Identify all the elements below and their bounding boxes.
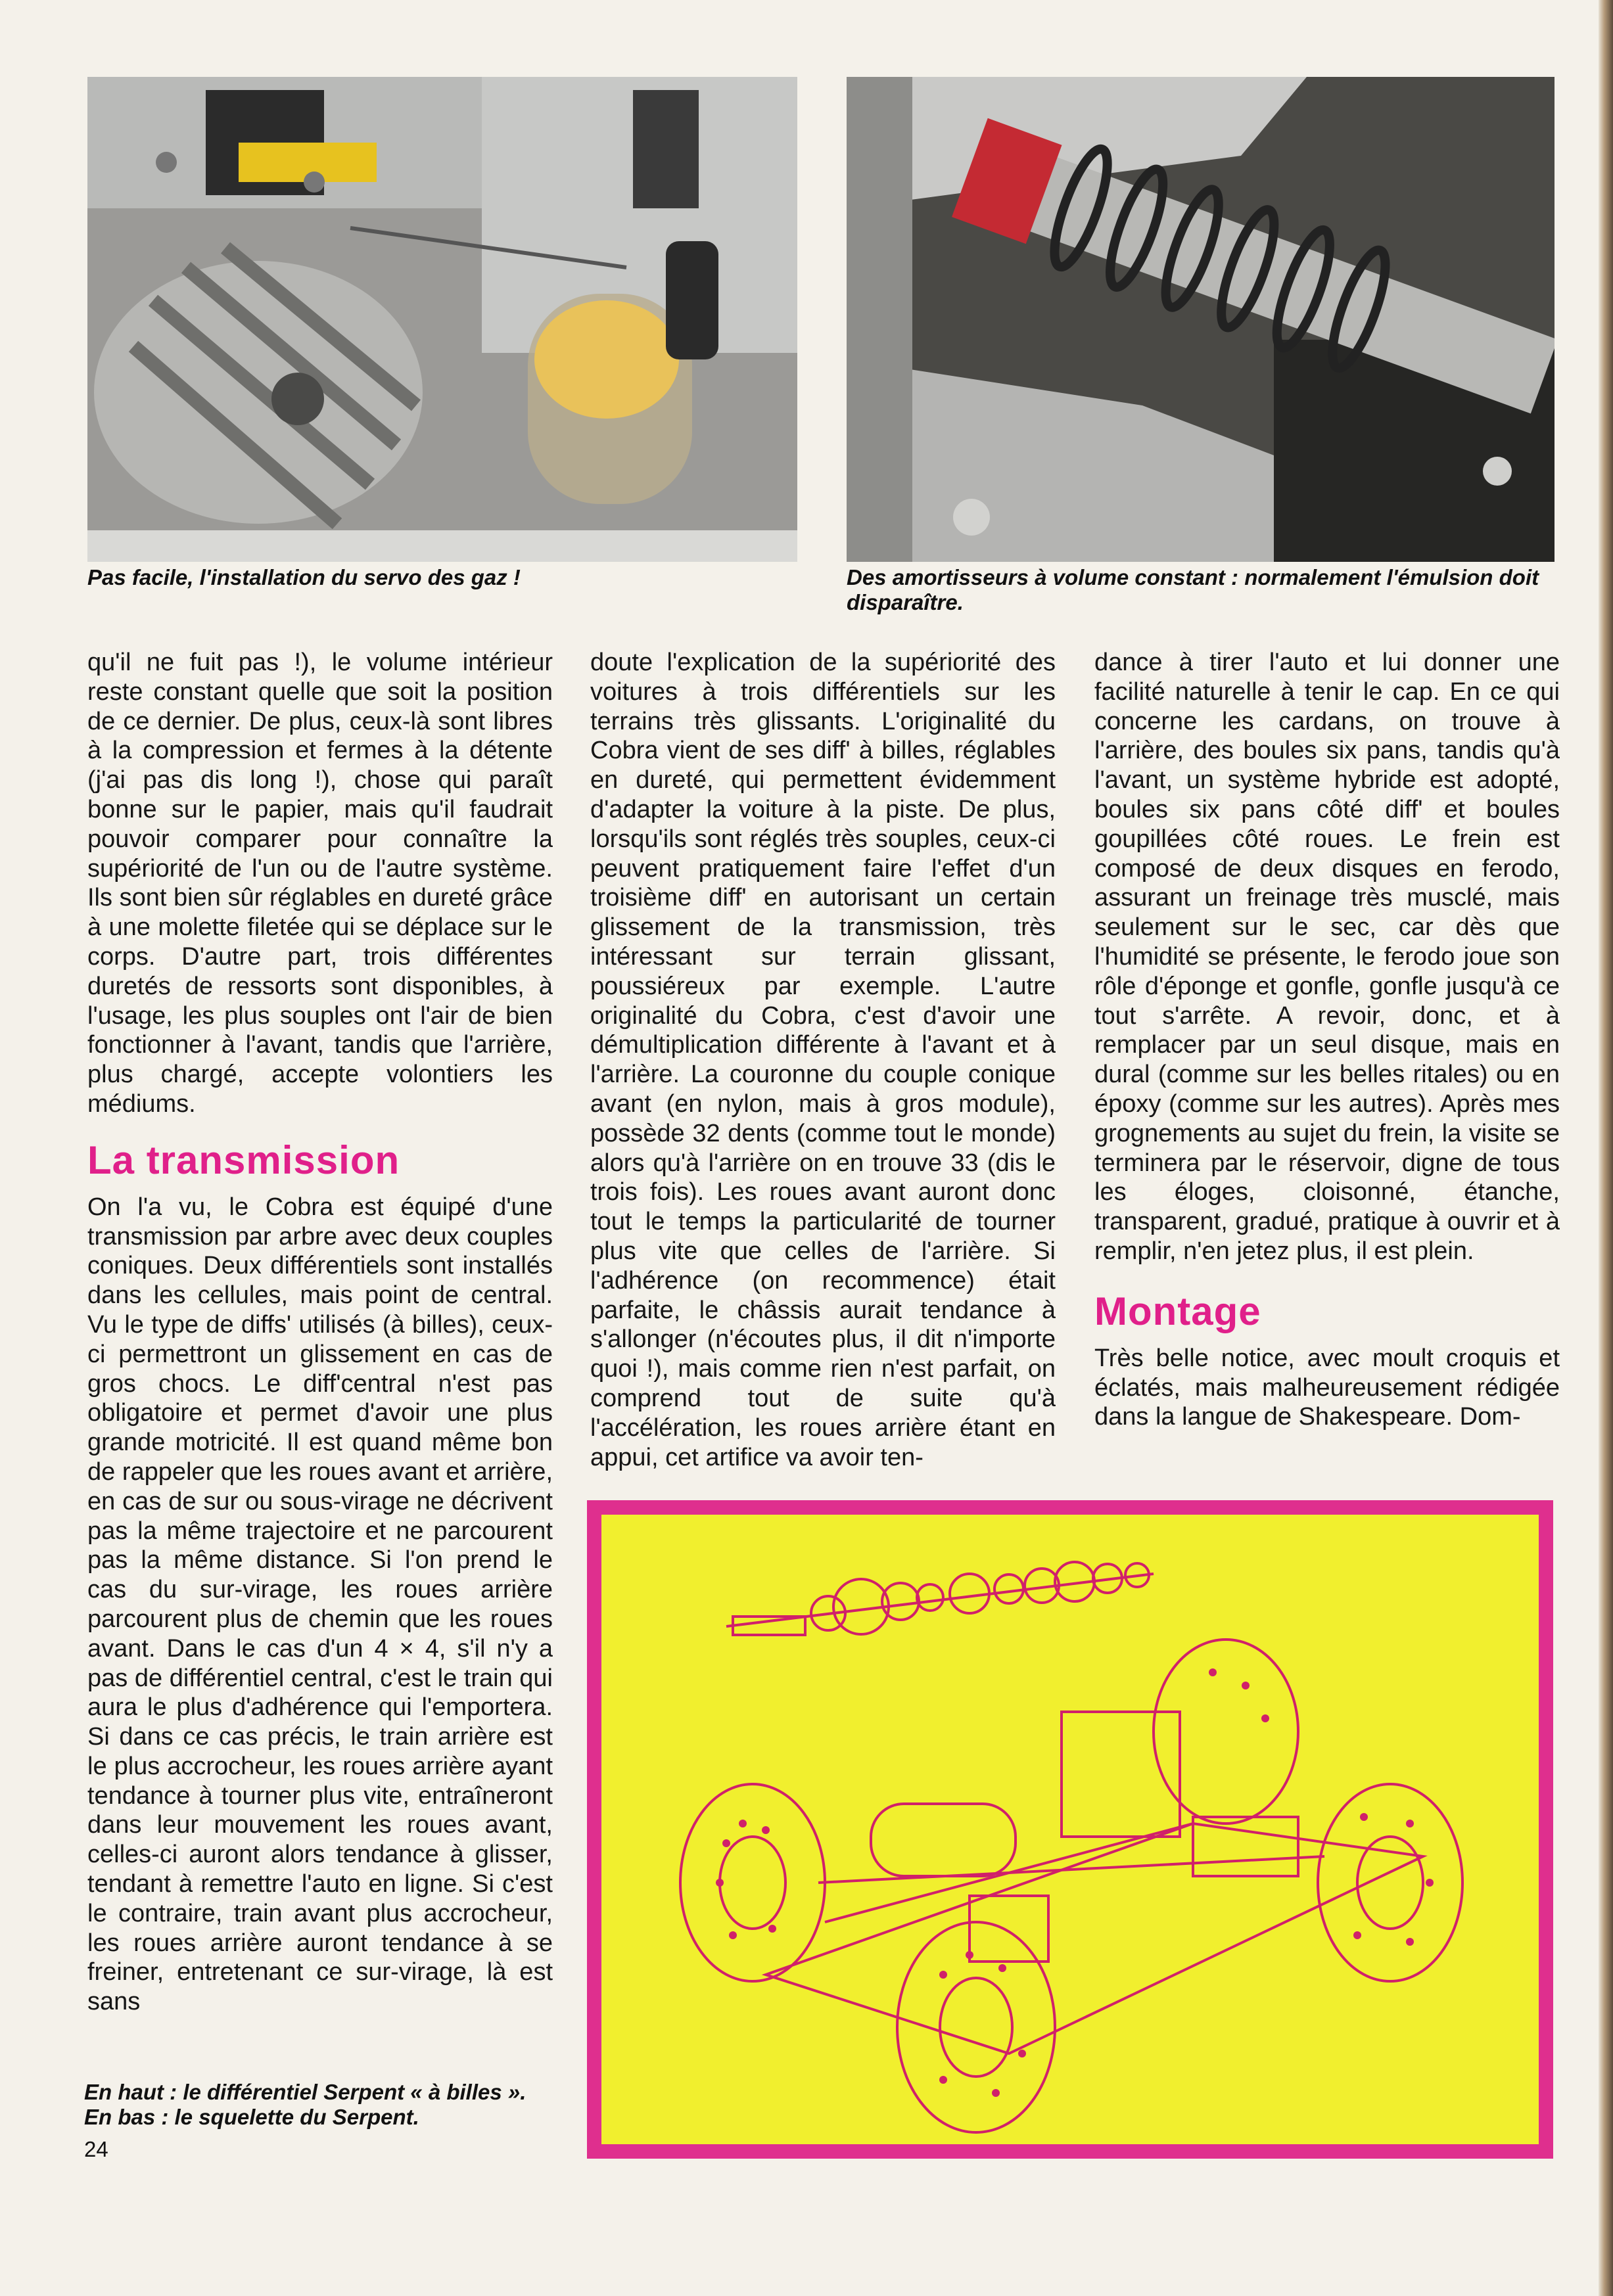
column3-body2: Très belle notice, avec moult croquis et éclatés, mais malheureusement rédigée dans la langue de Shakespeare. Dom-	[1094, 1344, 1560, 1431]
page-number: 24	[84, 2137, 108, 2161]
serpent-chassis-diagram	[601, 1515, 1539, 2144]
photo-caption-left: Pas facile, l'installation du servo des gaz !	[87, 565, 521, 589]
diagram-caption	[84, 2080, 571, 2130]
section-heading-montage: Montage	[1094, 1289, 1261, 1333]
chassis-diagram-frame	[587, 1500, 1553, 2159]
article-column-3	[1094, 648, 1560, 1432]
section-heading-transmission: La transmission	[87, 1137, 400, 1182]
article-column-1	[87, 648, 553, 2017]
shock-absorber-photo	[847, 77, 1555, 562]
column1-body: On l'a vu, le Cobra est équipé d'une transmission par arbre avec deux couples coniques. Deux différentiels sont installés dans les cellules, mais point de central. Vu le type de diffs' utilisés (à billes), ceux-ci permettront un glissement en cas de gros chocs. Le diff'central n'est pas obligatoire et permet d'avoir une plus grande motricité. Il est quand même bon de rappeler que les roues avant et arrière, en cas de sur ou sous-virage ne décrivent pas la même trajectoire et ne parcourent pas la même distance. Si l'on prend le cas du sur-virage, les roues arrière parcourent plus de chemin que les roues avant. Dans le cas d'un 4 × 4, s'il n'y a pas de différentiel central, c'est le train qui aura le plus d'adhérence qui l'emportera. Si dans ce cas précis, le train arrière est le plus accrocheur, les roues arrière ayant tendance à tourner plus vite, entraîneront dans leur mouvement les roues avant, celles-ci auront alors tendance à glisser, tendant à remettre l'auto en ligne. Si c'est le contraire, train avant plus accrocheur, les roues arrière auront tendance à se freiner, entretenant ce sur-virage, là est sans	[87, 1193, 553, 2016]
article-column-2	[590, 648, 1056, 1472]
column3-body: dance à tirer l'auto et lui donner une facilité naturelle à tenir le cap. En ce qui concerne les cardans, on trouve à l'arrière, des boules six pans, tandis qu'à l'avant, un système hybride est adopté, boules six pans côté diff' et boules goupillées côté roues. Le frein est composé de deux disques en ferodo, assurant un freinage très musclé, mais seulement sur le sec, car dès que l'humidité se présente, le ferodo joue son rôle d'éponge et gonfle, gonfle jusqu'à ce tout s'arrête. A revoir, donc, et à remplacer par un seul disque, mais en dural (comme sur les belles ritales) ou en époxy (comme sur les autres). Après mes grognements au sujet du frein, la visite se terminera par le réservoir, digne de tous les éloges, cloisonné, étanche, transparent, gradué, pratique à ouvrir et à remplir, n'en jetez plus, il est plein.	[1094, 649, 1560, 1265]
column1-intro: qu'il ne fuit pas !), le volume intérieur reste constant quelle que soit la position de ce dernier. De plus, ceux-là sont libres à la compression et fermes à la détente (j'ai pas dis long !), chose qui paraît bonne sur le papier, mais qu'il faudrait pouvoir comparer pour connaître la supériorité de l'un ou de l'autre système. Ils sont bien sûr réglables en dureté grâce à une molette filetée qui se déplace sur le corps. D'autre part, trois différentes duretés de ressorts sont disponibles, à l'usage, les plus souples ont l'air de bien fonctionner à l'avant, tandis que l'arrière, plus chargé, accepte volontiers les médiums.	[87, 649, 553, 1118]
engine-servo-photo	[87, 77, 797, 562]
diagram-caption-line1: En haut : le différentiel Serpent « à billes ».	[84, 2080, 526, 2104]
column2-body: doute l'explication de la supériorité des voitures à trois différentiels sur les terrains très glissants. L'originalité du Cobra vient de ses diff' à billes, réglables en dureté, qui permettent évidemment d'adapter la voiture à la piste. De plus, lorsqu'ils sont réglés très souples, ceux-ci peuvent pratiquement faire l'effet d'un troisième diff' en autorisant un certain glissement de la transmission, très intéressant sur terrain glissant, poussiéreux par exemple. L'autre originalité du Cobra, c'est d'avoir une démultiplication différente à l'avant et à l'arrière. La couronne du couple conique avant (en nylon, mais à gros module), possède 32 dents (comme tout le monde) alors qu'à l'arrière on en trouve 33 (dis le trois fois). Les roues avant auront donc tout le temps la particularité de tourner plus vite que celles de l'arrière. Si l'adhérence (on recommence) était parfaite, le châssis aurait tendance à s'allonger (n'écoutes plus, il dit n'importe quoi !), mais comme rien n'est parfait, on comprend tout de suite qu'à l'accélération, les roues arrière étant en appui, cet artifice va avoir ten-	[590, 649, 1056, 1471]
diagram-caption-line2: En bas : le squelette du Serpent.	[84, 2105, 419, 2129]
photo-caption-right: Des amortisseurs à volume constant : normalement l'émulsion doit disparaître.	[847, 565, 1539, 614]
page-binding-edge	[1599, 0, 1613, 2296]
